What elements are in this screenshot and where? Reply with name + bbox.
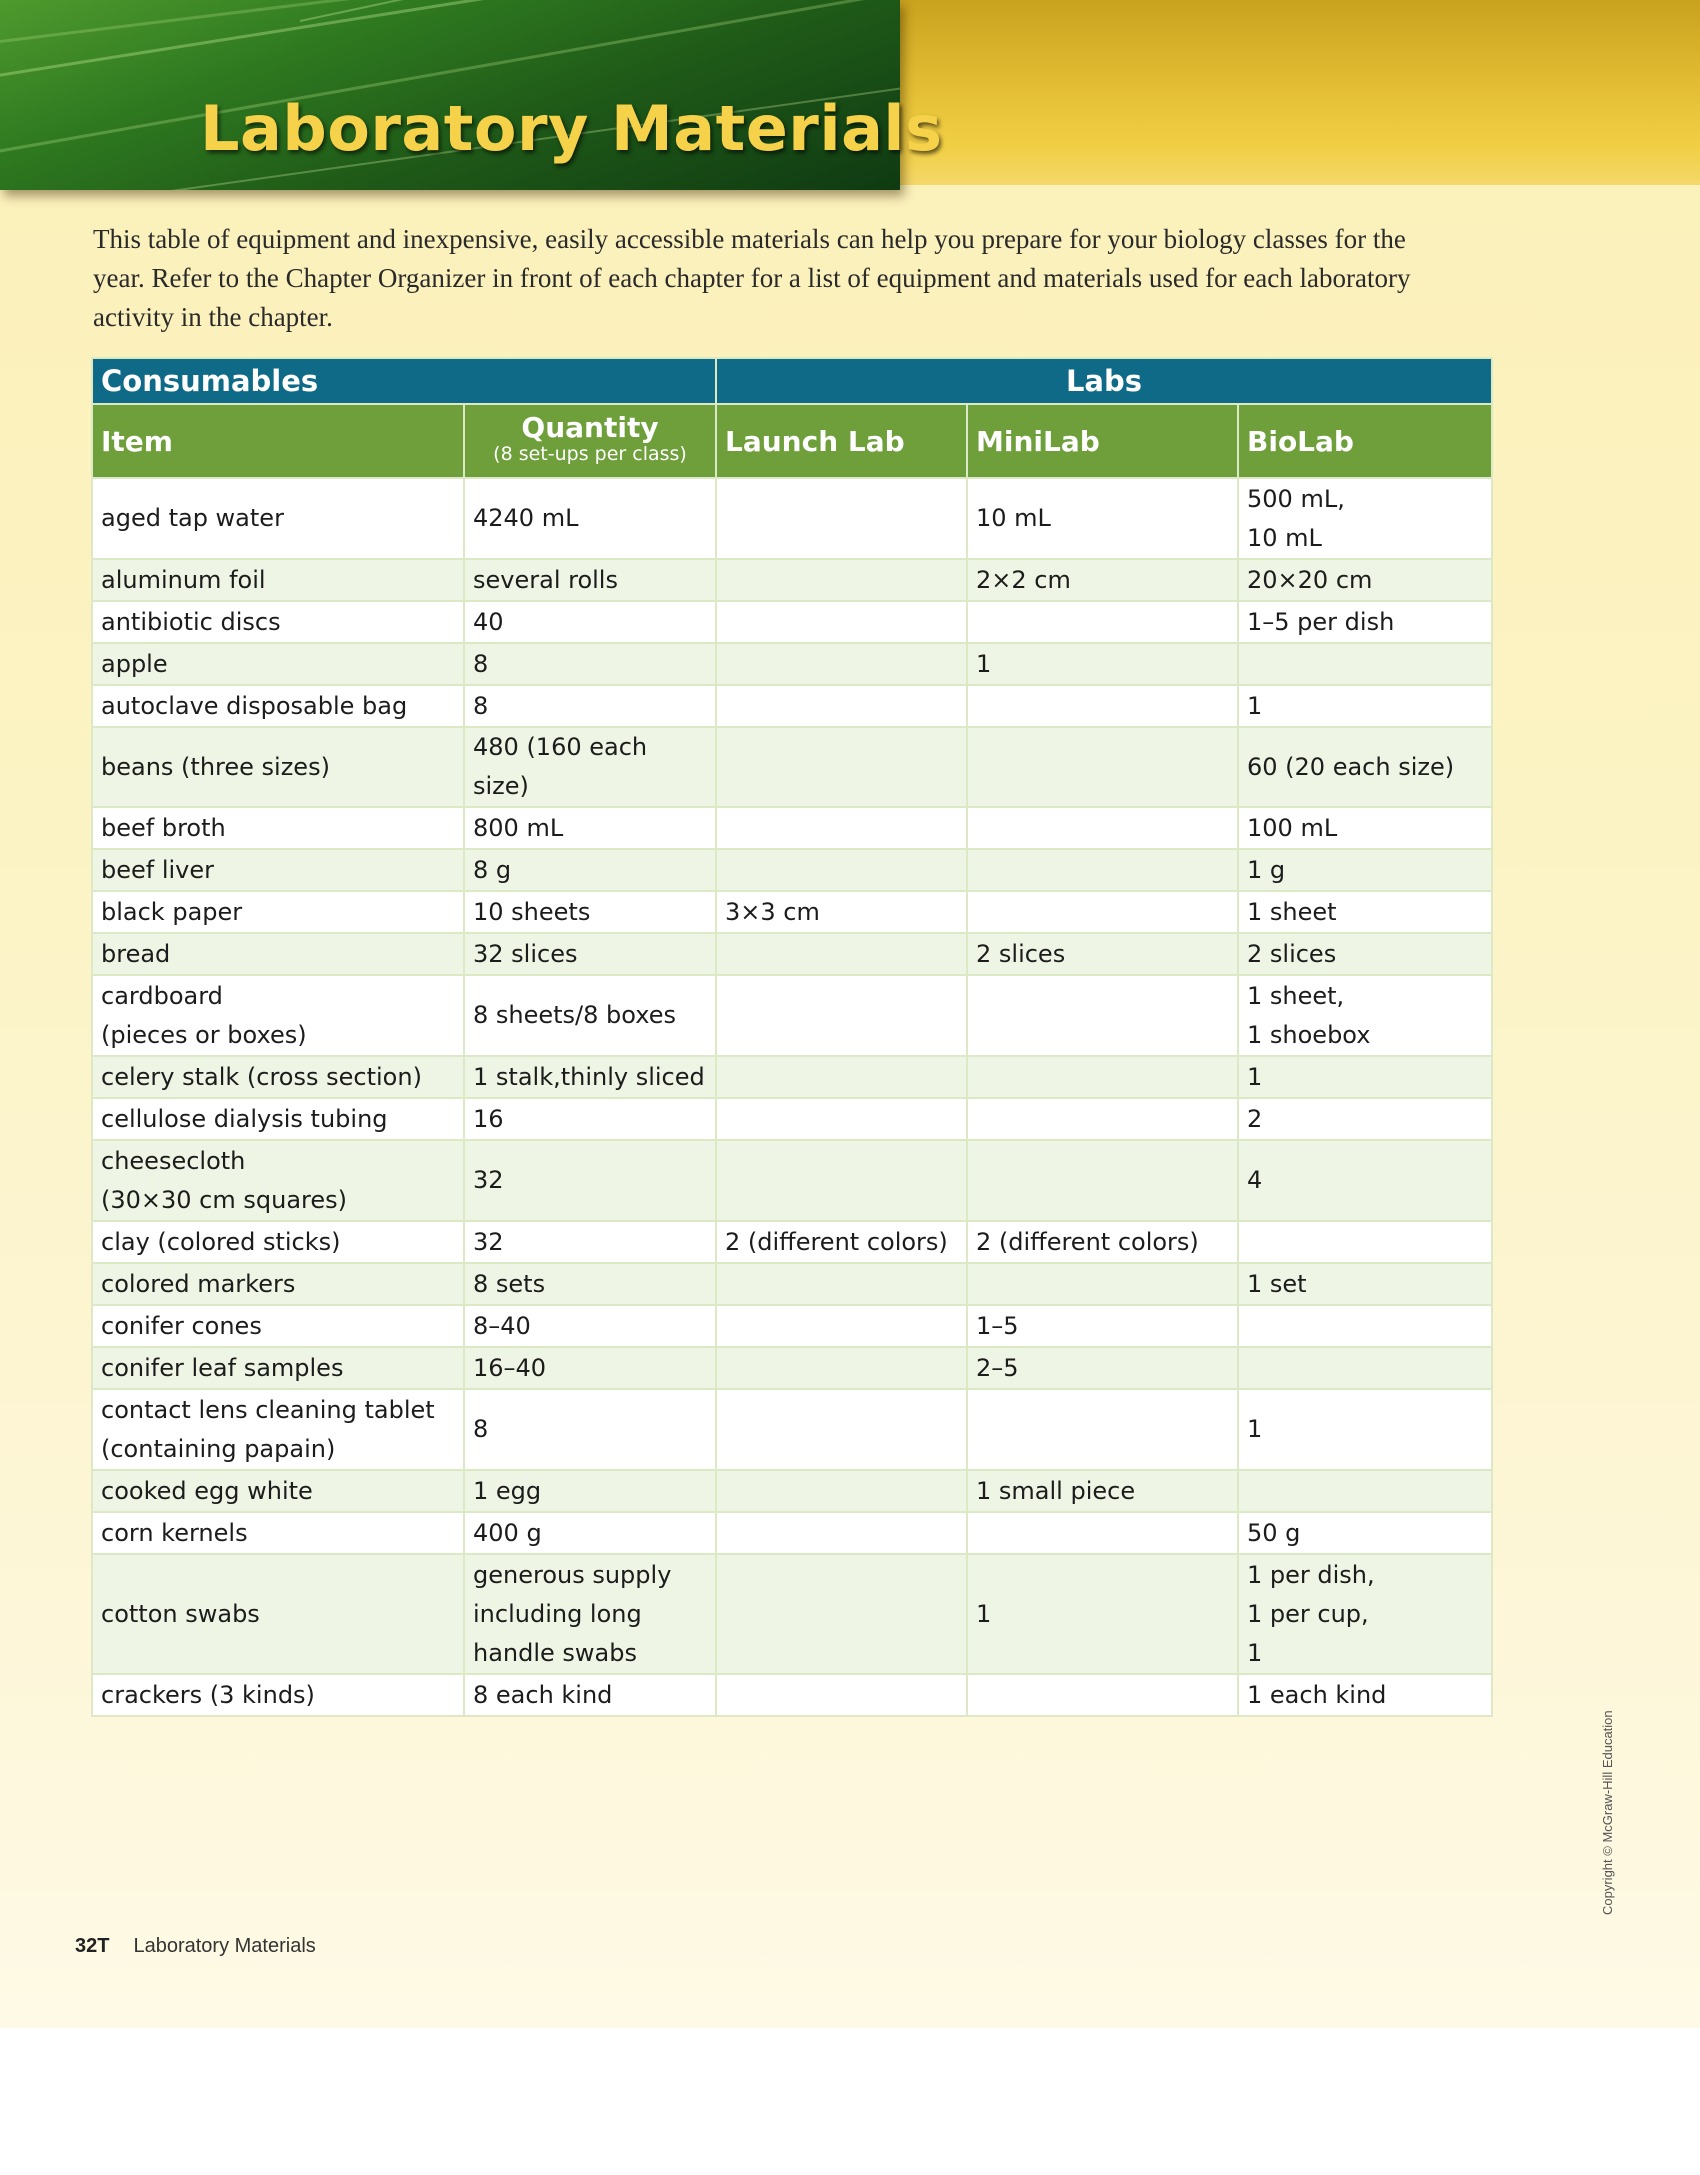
item-cell: cotton swabs [92,1554,464,1674]
biolab-cell: 500 mL, 10 mL [1238,478,1492,559]
page-number: 32T [75,1935,110,1957]
biolab-cell [1238,1305,1492,1347]
minilab-cell [967,975,1238,1056]
table-row [92,1512,1492,1554]
labs-header: Labs [716,358,1492,404]
item-cell: celery stalk (cross section) [92,1056,464,1098]
intro-paragraph: This table of equipment and inexpensive, easily accessible materials can help you prepare for your biology classes for the year. Refer to the Chapter Organizer in front of each chapter for a list of equipment and materials used for each laboratory activity in the chapter. [93,224,1411,332]
biolab-cell: 100 mL [1238,807,1492,849]
quantity-cell: 32 [464,1221,716,1263]
biolab-cell: 4 [1238,1140,1492,1221]
quantity-cell: 8 [464,685,716,727]
materials-table-body [92,478,1492,1716]
quantity-cell: 32 slices [464,933,716,975]
table-row [92,1470,1492,1512]
biolab-cell: 1 sheet, 1 shoebox [1238,975,1492,1056]
launch-lab-cell [716,933,967,975]
quantity-sublabel: (8 set-ups per class) [493,443,687,465]
quantity-cell: 8 [464,643,716,685]
table-row [92,1389,1492,1470]
quantity-cell: 1 stalk,thinly sliced [464,1056,716,1098]
quantity-cell: 32 [464,1140,716,1221]
biolab-cell: 2 [1238,1098,1492,1140]
launch-lab-cell [716,1512,967,1554]
biolab-cell: 1 sheet [1238,891,1492,933]
biolab-cell [1238,643,1492,685]
launch-lab-cell [716,1470,967,1512]
table-row [92,1554,1492,1674]
table-row [92,559,1492,601]
table-row [92,478,1492,559]
item-cell: apple [92,643,464,685]
table-row [92,1305,1492,1347]
biolab-cell: 1 [1238,685,1492,727]
table-row [92,1221,1492,1263]
minilab-cell [967,601,1238,643]
launch-lab-cell [716,1674,967,1716]
minilab-cell [967,727,1238,807]
biolab-cell: 2 slices [1238,933,1492,975]
minilab-cell: 1 small piece [967,1470,1238,1512]
biolab-cell [1238,1347,1492,1389]
minilab-cell [967,685,1238,727]
item-cell: conifer leaf samples [92,1347,464,1389]
table-row [92,601,1492,643]
item-cell: beef liver [92,849,464,891]
minilab-cell: 2×2 cm [967,559,1238,601]
minilab-cell [967,1140,1238,1221]
table-row [92,807,1492,849]
quantity-label: Quantity [521,411,659,444]
launch-lab-cell [716,807,967,849]
minilab-cell [967,1098,1238,1140]
quantity-cell: 8–40 [464,1305,716,1347]
item-cell: cheesecloth (30×30 cm squares) [92,1140,464,1221]
minilab-cell [967,1674,1238,1716]
item-cell: autoclave disposable bag [92,685,464,727]
biolab-cell: 1 each kind [1238,1674,1492,1716]
table-row [92,643,1492,685]
launch-lab-cell [716,643,967,685]
minilab-cell [967,1056,1238,1098]
table-row [92,1056,1492,1098]
launch-lab-cell [716,727,967,807]
quantity-cell: 8 sets [464,1263,716,1305]
minilab-cell [967,1512,1238,1554]
table-row [92,849,1492,891]
page-title: Laboratory Materials [200,92,943,165]
copyright-notice: Copyright © McGraw-Hill Education [1600,1710,1615,1915]
quantity-cell: generous supply including long handle swabs [464,1554,716,1674]
item-cell: cooked egg white [92,1470,464,1512]
quantity-cell: 16 [464,1098,716,1140]
quantity-cell: 800 mL [464,807,716,849]
item-cell: aged tap water [92,478,464,559]
table-row [92,933,1492,975]
quantity-cell: 400 g [464,1512,716,1554]
launch-lab-cell [716,559,967,601]
minilab-cell: 1 [967,643,1238,685]
launch-lab-column-header: Launch Lab [716,404,967,478]
table-row [92,1674,1492,1716]
launch-lab-cell: 2 (different colors) [716,1221,967,1263]
quantity-cell: 4240 mL [464,478,716,559]
quantity-cell: several rolls [464,559,716,601]
item-column-header: Item [92,404,464,478]
quantity-cell: 40 [464,601,716,643]
minilab-cell [967,1263,1238,1305]
minilab-cell: 2 slices [967,933,1238,975]
biolab-cell: 1 [1238,1389,1492,1470]
page-footer [75,1935,316,1958]
biolab-cell: 1 g [1238,849,1492,891]
biolab-cell [1238,1221,1492,1263]
launch-lab-cell [716,975,967,1056]
item-cell: cardboard (pieces or boxes) [92,975,464,1056]
biolab-cell: 1–5 per dish [1238,601,1492,643]
item-cell: beef broth [92,807,464,849]
biolab-cell: 60 (20 each size) [1238,727,1492,807]
minilab-cell: 1 [967,1554,1238,1674]
launch-lab-cell [716,685,967,727]
launch-lab-cell [716,1347,967,1389]
quantity-cell: 16–40 [464,1347,716,1389]
item-cell: aluminum foil [92,559,464,601]
item-cell: cellulose dialysis tubing [92,1098,464,1140]
table-row [92,1098,1492,1140]
biolab-cell: 50 g [1238,1512,1492,1554]
quantity-cell: 480 (160 each size) [464,727,716,807]
biolab-column-header: BioLab [1238,404,1492,478]
minilab-column-header: MiniLab [967,404,1238,478]
table-row [92,1140,1492,1221]
materials-table [91,357,1493,1717]
quantity-cell: 10 sheets [464,891,716,933]
item-cell: conifer cones [92,1305,464,1347]
biolab-cell [1238,1470,1492,1512]
quantity-cell: 1 egg [464,1470,716,1512]
minilab-cell [967,1389,1238,1470]
launch-lab-cell [716,1263,967,1305]
item-cell: corn kernels [92,1512,464,1554]
launch-lab-cell: 3×3 cm [716,891,967,933]
minilab-cell [967,891,1238,933]
table-row [92,1347,1492,1389]
minilab-cell [967,807,1238,849]
item-cell: clay (colored sticks) [92,1221,464,1263]
table-row [92,975,1492,1056]
consumables-header: Consumables [92,358,716,404]
minilab-cell [967,849,1238,891]
biolab-cell: 1 set [1238,1263,1492,1305]
quantity-cell: 8 g [464,849,716,891]
table-row [92,685,1492,727]
footer-section: Laboratory Materials [133,1935,316,1957]
biolab-cell: 20×20 cm [1238,559,1492,601]
item-cell: beans (three sizes) [92,727,464,807]
quantity-cell: 8 [464,1389,716,1470]
biolab-cell: 1 per dish, 1 per cup, 1 [1238,1554,1492,1674]
minilab-cell: 2–5 [967,1347,1238,1389]
table-row [92,1263,1492,1305]
item-cell: crackers (3 kinds) [92,1674,464,1716]
table-row [92,727,1492,807]
quantity-cell: 8 each kind [464,1674,716,1716]
biolab-cell: 1 [1238,1056,1492,1098]
launch-lab-cell [716,1305,967,1347]
item-cell: colored markers [92,1263,464,1305]
table-row [92,891,1492,933]
minilab-cell: 1–5 [967,1305,1238,1347]
launch-lab-cell [716,1389,967,1470]
minilab-cell: 2 (different colors) [967,1221,1238,1263]
launch-lab-cell [716,1098,967,1140]
item-cell: antibiotic discs [92,601,464,643]
launch-lab-cell [716,478,967,559]
launch-lab-cell [716,1056,967,1098]
quantity-column-header [464,404,716,478]
quantity-cell: 8 sheets/8 boxes [464,975,716,1056]
minilab-cell: 10 mL [967,478,1238,559]
launch-lab-cell [716,601,967,643]
item-cell: contact lens cleaning tablet (containing papain) [92,1389,464,1470]
launch-lab-cell [716,849,967,891]
launch-lab-cell [716,1554,967,1674]
launch-lab-cell [716,1140,967,1221]
item-cell: bread [92,933,464,975]
item-cell: black paper [92,891,464,933]
